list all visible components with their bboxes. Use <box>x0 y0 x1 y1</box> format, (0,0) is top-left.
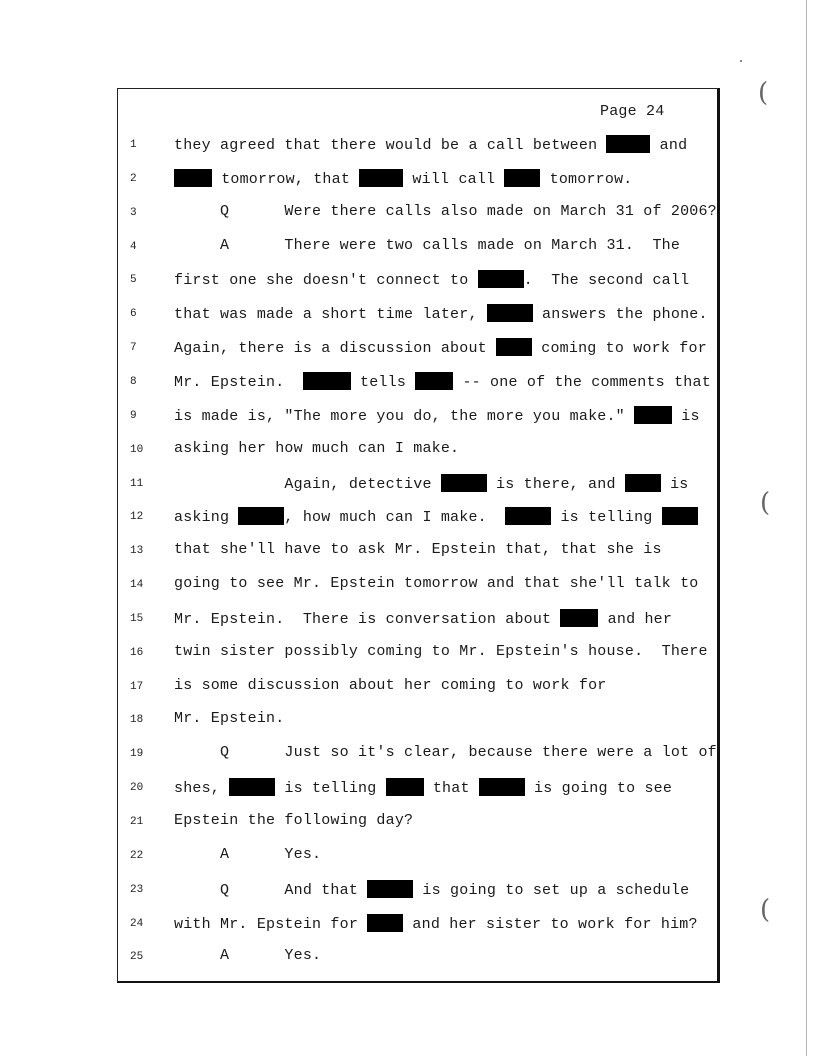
line-text-segment: and <box>650 137 688 154</box>
line-text-segment: Again, detective <box>174 476 441 493</box>
line-text-segment: is telling <box>551 509 662 526</box>
line-number: 21 <box>130 816 144 828</box>
line-text-segment: that <box>423 780 479 797</box>
line-number: 20 <box>130 782 144 794</box>
line-text-segment: asking her how much can I make. <box>174 440 460 457</box>
line-text-segment: Again, there is a discussion about <box>174 340 497 357</box>
transcript-line <box>174 237 680 254</box>
line-number: 24 <box>130 918 144 930</box>
transcript-line <box>174 947 321 964</box>
transcript-line <box>174 677 606 694</box>
line-number: 14 <box>130 579 144 591</box>
line-number: 7 <box>130 342 137 354</box>
line-number: 15 <box>130 613 144 625</box>
line-text-segment: asking <box>174 509 239 526</box>
line-number: 5 <box>130 274 137 286</box>
redaction-block <box>634 406 672 424</box>
line-number: 19 <box>130 748 144 760</box>
line-text-segment: A Yes. <box>174 947 322 964</box>
redaction-block <box>367 880 413 898</box>
line-text-segment: is made is, "The more you do, the more you make." <box>174 408 635 425</box>
line-text-segment: Q Just so it's clear, because there were a lot of <box>174 744 717 761</box>
line-text-segment: is some discussion about her coming to work for <box>174 677 607 694</box>
transcript-line <box>174 541 662 558</box>
margin-mark: ( <box>760 488 771 518</box>
line-number: 10 <box>130 444 144 456</box>
line-number: 16 <box>130 647 144 659</box>
margin-mark: ( <box>758 78 769 108</box>
transcript-line <box>174 474 688 493</box>
line-number: 6 <box>130 308 137 320</box>
line-text-segment: and her sister to work for him? <box>403 916 698 933</box>
transcript-line <box>174 609 672 628</box>
line-text-segment: and her <box>598 611 673 628</box>
line-text-segment: is <box>672 408 700 425</box>
transcript-line <box>174 914 698 933</box>
line-text-segment: they agreed that there would be a call between <box>174 137 607 154</box>
line-number: 2 <box>130 173 137 185</box>
redaction-block <box>560 609 598 627</box>
line-text-segment: A Yes. <box>174 846 322 863</box>
redaction-block <box>606 135 650 153</box>
transcript-line <box>174 778 672 797</box>
line-number: 22 <box>130 850 144 862</box>
redaction-block <box>238 507 284 525</box>
line-text-segment: is there, and <box>486 476 625 493</box>
transcript-line <box>174 440 459 457</box>
redaction-block <box>367 914 403 932</box>
line-text-segment: Mr. Epstein. There is conversation about <box>174 611 561 628</box>
transcript-line <box>174 880 689 899</box>
redaction-block <box>478 270 524 288</box>
redaction-block <box>479 778 525 796</box>
line-text-segment: Q Were there calls also made on March 31 of 2006? <box>174 203 717 220</box>
line-text-segment: is going to see <box>524 780 673 797</box>
redaction-block <box>303 372 351 390</box>
transcript-line <box>174 575 698 592</box>
redaction-block <box>441 474 487 492</box>
line-number: 23 <box>130 884 144 896</box>
redaction-block <box>386 778 424 796</box>
line-text-segment: shes, <box>174 780 230 797</box>
line-number: 17 <box>130 681 144 693</box>
line-text-segment: that she'll have to ask Mr. Epstein that, that she is <box>174 541 662 558</box>
transcript-line <box>174 643 708 660</box>
transcript-line <box>174 710 284 727</box>
line-text-segment: answers the phone. <box>532 306 708 323</box>
redaction-block <box>662 507 698 525</box>
transcript-line <box>174 406 700 425</box>
line-text-segment: is telling <box>275 780 386 797</box>
line-text-segment: will call <box>403 171 505 188</box>
line-number: 12 <box>130 511 144 523</box>
transcript-line <box>174 372 711 391</box>
transcript-line <box>174 135 687 154</box>
line-text-segment: . The second call <box>523 272 690 289</box>
redaction-block <box>505 507 551 525</box>
line-text-segment: twin sister possibly coming to Mr. Epstein's house. There <box>174 643 708 660</box>
line-number: 9 <box>130 410 137 422</box>
redaction-block <box>504 169 540 187</box>
transcript-line <box>174 846 321 863</box>
scan-speck <box>740 60 742 62</box>
line-text-segment: Mr. Epstein. <box>174 710 285 727</box>
line-text-segment: Epstein the following day? <box>174 812 414 829</box>
line-number: 8 <box>130 376 137 388</box>
line-number: 13 <box>130 545 144 557</box>
transcript-line <box>174 744 717 761</box>
line-text-segment: Mr. Epstein. <box>174 374 303 391</box>
redaction-block <box>487 304 533 322</box>
line-text-segment: first one she doesn't connect to <box>174 272 478 289</box>
transcript-line <box>174 304 708 323</box>
redaction-block <box>229 778 275 796</box>
page-number: Page 24 <box>600 103 665 120</box>
line-text-segment: coming to work for <box>532 340 707 357</box>
redaction-block <box>625 474 661 492</box>
redaction-block <box>174 169 212 187</box>
redaction-block <box>359 169 403 187</box>
transcript-line <box>174 812 413 829</box>
margin-mark: ( <box>760 895 771 925</box>
redaction-block <box>496 338 532 356</box>
transcript-line <box>174 338 707 357</box>
line-number: 11 <box>130 478 144 490</box>
transcript-line <box>174 270 689 289</box>
line-text-segment: tomorrow. <box>540 171 633 188</box>
line-text-segment: is going to set up a schedule <box>413 882 690 899</box>
line-number: 3 <box>130 207 137 219</box>
line-number: 25 <box>130 951 144 963</box>
line-text-segment: Q And that <box>174 882 368 899</box>
scan-edge-line <box>806 0 807 1056</box>
transcript-line <box>174 203 717 220</box>
line-text-segment: tomorrow, that <box>212 171 360 188</box>
line-text-segment: A There were two calls made on March 31. The <box>174 237 681 254</box>
line-text-segment: , how much can I make. <box>284 509 506 526</box>
line-text-segment: -- one of the comments that <box>453 374 711 391</box>
line-number: 18 <box>130 714 144 726</box>
line-text-segment: is <box>660 476 689 493</box>
line-text-segment: that was made a short time later, <box>174 306 487 323</box>
line-number: 1 <box>130 139 137 151</box>
transcript-line <box>174 507 698 526</box>
transcript-line <box>174 169 632 188</box>
line-number: 4 <box>130 241 137 253</box>
redaction-block <box>415 372 453 390</box>
line-text-segment: going to see Mr. Epstein tomorrow and that she'll talk to <box>174 575 699 592</box>
line-text-segment: tells <box>350 374 416 391</box>
line-text-segment: with Mr. Epstein for <box>174 916 368 933</box>
